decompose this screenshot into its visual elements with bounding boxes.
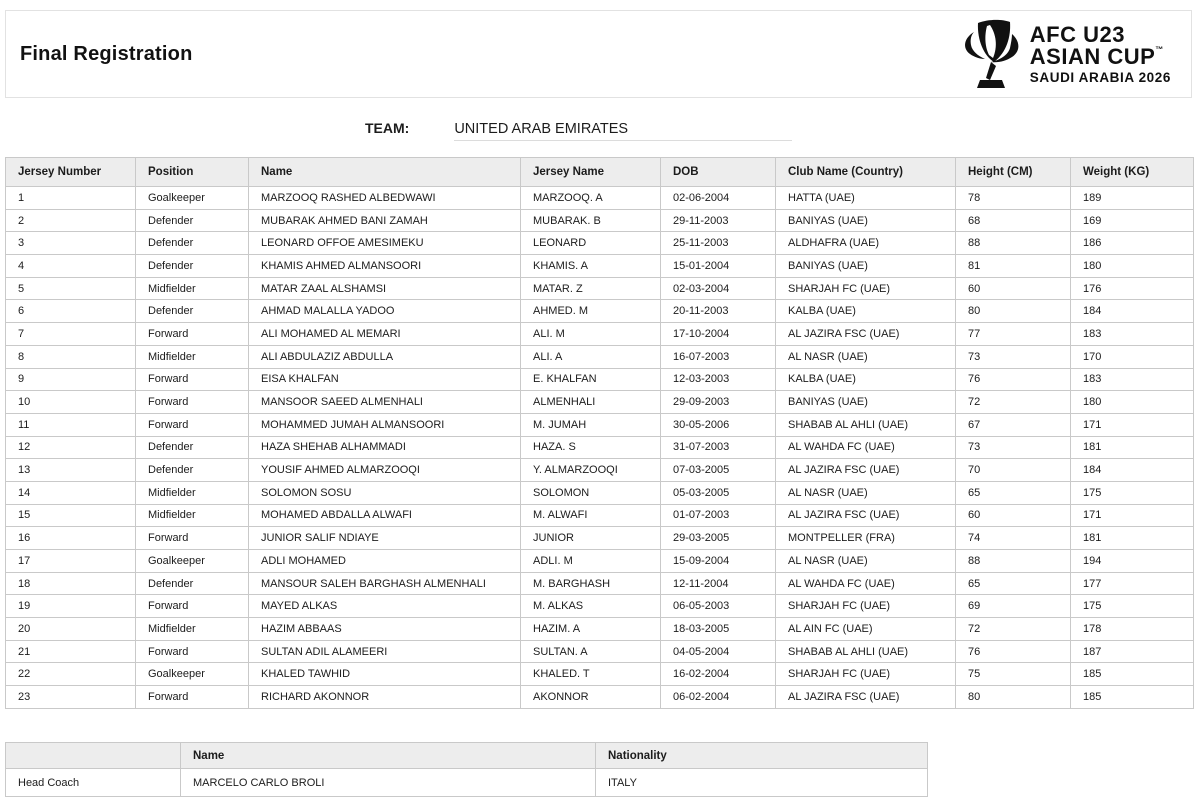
header-band — [5, 10, 1192, 98]
cell: MATAR ZAAL ALSHAMSI — [249, 277, 521, 300]
cell: BANIYAS (UAE) — [776, 391, 956, 414]
table-row — [6, 550, 1194, 573]
column-header: Nationality — [596, 743, 928, 769]
cell: 185 — [1071, 663, 1194, 686]
cell: E. KHALFAN — [521, 368, 661, 391]
cell: 184 — [1071, 300, 1194, 323]
table-row — [6, 640, 1194, 663]
cell: Forward — [136, 686, 249, 709]
cell: MANSOUR SALEH BARGHASH ALMENHALI — [249, 572, 521, 595]
cell: ALDHAFRA (UAE) — [776, 232, 956, 255]
cell: 05-03-2005 — [661, 481, 776, 504]
cell: Defender — [136, 209, 249, 232]
cell: AHMAD MALALLA YADOO — [249, 300, 521, 323]
team-label: TEAM: — [365, 120, 410, 136]
cell: Head Coach — [6, 769, 181, 797]
cell: Y. ALMARZOOQI — [521, 459, 661, 482]
cell: SOLOMON — [521, 481, 661, 504]
cell: 20-11-2003 — [661, 300, 776, 323]
cell: Goalkeeper — [136, 663, 249, 686]
cell: 12-11-2004 — [661, 572, 776, 595]
cell: AL JAZIRA FSC (UAE) — [776, 459, 956, 482]
cell: Midfielder — [136, 277, 249, 300]
cell: 12-03-2003 — [661, 368, 776, 391]
cell: 11 — [6, 413, 136, 436]
cell: Defender — [136, 255, 249, 278]
cell: 16-02-2004 — [661, 663, 776, 686]
column-header: Position — [136, 158, 249, 187]
player-roster-table — [5, 157, 1194, 709]
cell: 72 — [956, 391, 1071, 414]
cell: 72 — [956, 618, 1071, 641]
cell: 2 — [6, 209, 136, 232]
cell: Defender — [136, 300, 249, 323]
cell: MANSOOR SAEED ALMENHALI — [249, 391, 521, 414]
cell: JUNIOR — [521, 527, 661, 550]
column-header: Club Name (Country) — [776, 158, 956, 187]
column-header: Jersey Name — [521, 158, 661, 187]
cell: ALI MOHAMED AL MEMARI — [249, 323, 521, 346]
cell: 186 — [1071, 232, 1194, 255]
cell: 16-07-2003 — [661, 345, 776, 368]
trophy-icon — [960, 18, 1022, 90]
column-header: Name — [249, 158, 521, 187]
cell: 77 — [956, 323, 1071, 346]
cell: Midfielder — [136, 345, 249, 368]
cell: YOUSIF AHMED ALMARZOOQI — [249, 459, 521, 482]
logo-line-1: AFC U23 — [1029, 21, 1125, 47]
cell: 80 — [956, 300, 1071, 323]
cell: 13 — [6, 459, 136, 482]
cell: ALI. M — [521, 323, 661, 346]
cell: ALI. A — [521, 345, 661, 368]
cell: 10 — [6, 391, 136, 414]
cell: HAZA SHEHAB ALHAMMADI — [249, 436, 521, 459]
cell: AL JAZIRA FSC (UAE) — [776, 504, 956, 527]
tournament-logo-text — [1029, 21, 1171, 85]
table-row — [6, 436, 1194, 459]
cell: ALI ABDULAZIZ ABDULLA — [249, 345, 521, 368]
cell: 180 — [1071, 391, 1194, 414]
cell: 68 — [956, 209, 1071, 232]
cell: SULTAN ADIL ALAMEERI — [249, 640, 521, 663]
cell: MONTPELLER (FRA) — [776, 527, 956, 550]
table-row — [6, 481, 1194, 504]
cell: SOLOMON SOSU — [249, 481, 521, 504]
cell: MARZOOQ. A — [521, 187, 661, 210]
cell: AL NASR (UAE) — [776, 550, 956, 573]
cell: Defender — [136, 572, 249, 595]
cell: 60 — [956, 277, 1071, 300]
cell: MUBARAK AHMED BANI ZAMAH — [249, 209, 521, 232]
cell: 6 — [6, 300, 136, 323]
cell: 175 — [1071, 481, 1194, 504]
cell: EISA KHALFAN — [249, 368, 521, 391]
cell: AL NASR (UAE) — [776, 481, 956, 504]
table-header-row — [6, 743, 928, 769]
logo-line-3: SAUDI ARABIA 2026 — [1029, 69, 1171, 85]
cell: 18 — [6, 572, 136, 595]
cell: KHALED. T — [521, 663, 661, 686]
cell: 178 — [1071, 618, 1194, 641]
cell: 1 — [6, 187, 136, 210]
table-row — [6, 527, 1194, 550]
cell: KHAMIS AHMED ALMANSOORI — [249, 255, 521, 278]
cell: 25-11-2003 — [661, 232, 776, 255]
cell: Forward — [136, 413, 249, 436]
table-row — [6, 323, 1194, 346]
cell: 175 — [1071, 595, 1194, 618]
cell: LEONARD — [521, 232, 661, 255]
cell: 180 — [1071, 255, 1194, 278]
table-row — [6, 255, 1194, 278]
cell: Midfielder — [136, 504, 249, 527]
cell: BANIYAS (UAE) — [776, 209, 956, 232]
cell: 65 — [956, 481, 1071, 504]
cell: HATTA (UAE) — [776, 187, 956, 210]
table-row — [6, 232, 1194, 255]
cell: 194 — [1071, 550, 1194, 573]
cell: 15 — [6, 504, 136, 527]
team-name-value: UNITED ARAB EMIRATES — [454, 121, 792, 141]
logo-line-2: ASIAN CUP™ — [1029, 44, 1164, 70]
table-row — [6, 504, 1194, 527]
cell: ADLI. M — [521, 550, 661, 573]
cell: MUBARAK. B — [521, 209, 661, 232]
cell: Defender — [136, 232, 249, 255]
table-row — [6, 368, 1194, 391]
cell: M. BARGHASH — [521, 572, 661, 595]
cell: 29-03-2005 — [661, 527, 776, 550]
cell: 02-06-2004 — [661, 187, 776, 210]
cell: 15-01-2004 — [661, 255, 776, 278]
cell: 185 — [1071, 686, 1194, 709]
table-header-row — [6, 158, 1194, 187]
trademark-symbol: ™ — [1155, 45, 1164, 55]
cell: 31-07-2003 — [661, 436, 776, 459]
cell: 02-03-2004 — [661, 277, 776, 300]
cell: 69 — [956, 595, 1071, 618]
table-row — [6, 618, 1194, 641]
cell: AKONNOR — [521, 686, 661, 709]
cell: 17-10-2004 — [661, 323, 776, 346]
table-row — [6, 595, 1194, 618]
cell: 15-09-2004 — [661, 550, 776, 573]
cell: 73 — [956, 345, 1071, 368]
cell: KHAMIS. A — [521, 255, 661, 278]
cell: SULTAN. A — [521, 640, 661, 663]
cell: 88 — [956, 550, 1071, 573]
cell: 16 — [6, 527, 136, 550]
cell: MOHAMMED JUMAH ALMANSOORI — [249, 413, 521, 436]
cell: Forward — [136, 595, 249, 618]
cell: RICHARD AKONNOR — [249, 686, 521, 709]
cell: Defender — [136, 459, 249, 482]
cell: 06-02-2004 — [661, 686, 776, 709]
table-row — [6, 413, 1194, 436]
table-row — [6, 187, 1194, 210]
cell: AL AIN FC (UAE) — [776, 618, 956, 641]
cell: 65 — [956, 572, 1071, 595]
cell: 176 — [1071, 277, 1194, 300]
cell: 170 — [1071, 345, 1194, 368]
cell: 30-05-2006 — [661, 413, 776, 436]
cell: Forward — [136, 323, 249, 346]
cell: AHMED. M — [521, 300, 661, 323]
cell: 189 — [1071, 187, 1194, 210]
cell: HAZIM. A — [521, 618, 661, 641]
cell: AL JAZIRA FSC (UAE) — [776, 323, 956, 346]
cell: 7 — [6, 323, 136, 346]
cell: 81 — [956, 255, 1071, 278]
cell: 171 — [1071, 504, 1194, 527]
cell: 60 — [956, 504, 1071, 527]
cell: M. ALWAFI — [521, 504, 661, 527]
cell: 20 — [6, 618, 136, 641]
cell: ALMENHALI — [521, 391, 661, 414]
cell: 29-11-2003 — [661, 209, 776, 232]
cell: 67 — [956, 413, 1071, 436]
table-row — [6, 572, 1194, 595]
cell: 14 — [6, 481, 136, 504]
cell: Forward — [136, 368, 249, 391]
cell: SHARJAH FC (UAE) — [776, 663, 956, 686]
table-row — [6, 459, 1194, 482]
column-header: Height (CM) — [956, 158, 1071, 187]
cell: 70 — [956, 459, 1071, 482]
cell: MARZOOQ RASHED ALBEDWAWI — [249, 187, 521, 210]
cell: KHALED TAWHID — [249, 663, 521, 686]
cell: Goalkeeper — [136, 550, 249, 573]
cell: 187 — [1071, 640, 1194, 663]
cell: 169 — [1071, 209, 1194, 232]
cell: 8 — [6, 345, 136, 368]
cell: 80 — [956, 686, 1071, 709]
staff-table — [5, 742, 928, 797]
cell: KALBA (UAE) — [776, 368, 956, 391]
cell: 21 — [6, 640, 136, 663]
cell: M. JUMAH — [521, 413, 661, 436]
table-row — [6, 769, 928, 797]
cell: 73 — [956, 436, 1071, 459]
table-row — [6, 300, 1194, 323]
cell: HAZIM ABBAAS — [249, 618, 521, 641]
cell: 177 — [1071, 572, 1194, 595]
cell: AL NASR (UAE) — [776, 345, 956, 368]
column-header: Name — [181, 743, 596, 769]
cell: 01-07-2003 — [661, 504, 776, 527]
cell: 183 — [1071, 368, 1194, 391]
cell: Midfielder — [136, 618, 249, 641]
table-row — [6, 663, 1194, 686]
cell: 29-09-2003 — [661, 391, 776, 414]
table-row — [6, 391, 1194, 414]
cell: Defender — [136, 436, 249, 459]
tournament-logo — [960, 18, 1177, 90]
cell: Goalkeeper — [136, 187, 249, 210]
cell: 183 — [1071, 323, 1194, 346]
cell: SHARJAH FC (UAE) — [776, 595, 956, 618]
cell: 181 — [1071, 527, 1194, 550]
cell: 23 — [6, 686, 136, 709]
cell: SHARJAH FC (UAE) — [776, 277, 956, 300]
cell: SHABAB AL AHLI (UAE) — [776, 413, 956, 436]
page-title: Final Registration — [20, 42, 193, 65]
cell: ADLI MOHAMED — [249, 550, 521, 573]
cell: LEONARD OFFOE AMESIMEKU — [249, 232, 521, 255]
cell: MAYED ALKAS — [249, 595, 521, 618]
cell: BANIYAS (UAE) — [776, 255, 956, 278]
cell: JUNIOR SALIF NDIAYE — [249, 527, 521, 550]
cell: 3 — [6, 232, 136, 255]
cell: MARCELO CARLO BROLI — [181, 769, 596, 797]
cell: M. ALKAS — [521, 595, 661, 618]
table-row — [6, 277, 1194, 300]
cell: 171 — [1071, 413, 1194, 436]
cell: 22 — [6, 663, 136, 686]
column-header: DOB — [661, 158, 776, 187]
cell: 75 — [956, 663, 1071, 686]
cell: 5 — [6, 277, 136, 300]
cell: AL WAHDA FC (UAE) — [776, 436, 956, 459]
cell: 07-03-2005 — [661, 459, 776, 482]
column-header: Jersey Number — [6, 158, 136, 187]
cell: Midfielder — [136, 481, 249, 504]
table-row — [6, 345, 1194, 368]
cell: 184 — [1071, 459, 1194, 482]
cell: 17 — [6, 550, 136, 573]
team-line — [365, 120, 792, 141]
cell: HAZA. S — [521, 436, 661, 459]
cell: 12 — [6, 436, 136, 459]
cell: 181 — [1071, 436, 1194, 459]
cell: 78 — [956, 187, 1071, 210]
cell: ITALY — [596, 769, 928, 797]
cell: 9 — [6, 368, 136, 391]
cell: 88 — [956, 232, 1071, 255]
cell: KALBA (UAE) — [776, 300, 956, 323]
cell: 04-05-2004 — [661, 640, 776, 663]
cell: Forward — [136, 640, 249, 663]
cell: 06-05-2003 — [661, 595, 776, 618]
cell: MATAR. Z — [521, 277, 661, 300]
cell: 18-03-2005 — [661, 618, 776, 641]
cell: 4 — [6, 255, 136, 278]
cell: Forward — [136, 527, 249, 550]
cell: 76 — [956, 368, 1071, 391]
table-row — [6, 686, 1194, 709]
column-header: Weight (KG) — [1071, 158, 1194, 187]
cell: SHABAB AL AHLI (UAE) — [776, 640, 956, 663]
cell: MOHAMED ABDALLA ALWAFI — [249, 504, 521, 527]
column-header — [6, 743, 181, 769]
cell: AL JAZIRA FSC (UAE) — [776, 686, 956, 709]
cell: 19 — [6, 595, 136, 618]
table-row — [6, 209, 1194, 232]
cell: Forward — [136, 391, 249, 414]
cell: 76 — [956, 640, 1071, 663]
cell: AL WAHDA FC (UAE) — [776, 572, 956, 595]
cell: 74 — [956, 527, 1071, 550]
